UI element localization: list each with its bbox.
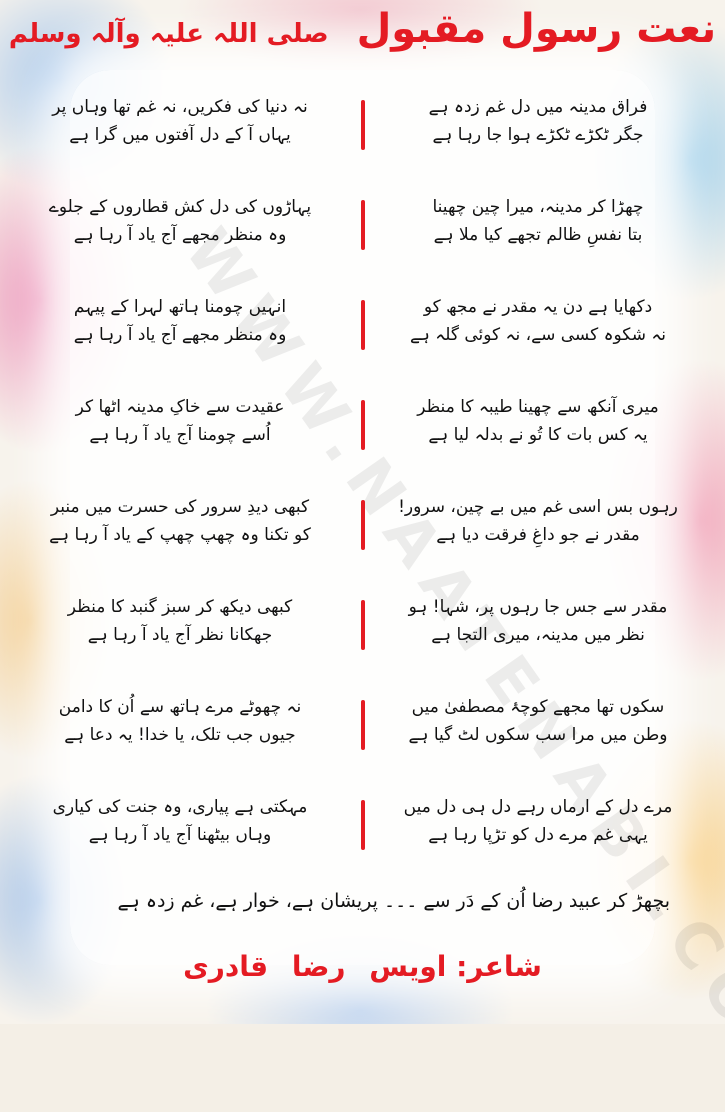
divider-segment <box>361 300 365 350</box>
divider-segment <box>361 200 365 250</box>
couplet-right-8 <box>388 793 688 849</box>
verse-line: جگر ٹکڑے ٹکڑے ہوا جا رہا ہے <box>432 125 644 145</box>
couplet-right-5 <box>388 493 688 549</box>
verse-line: مرے دل کے ارماں رہے دل ہی دل میں <box>403 797 673 817</box>
verse-line: سکوں تھا مجھے کوچۂ مصطفیٰ میں <box>411 697 665 717</box>
verse-line: نظر میں مدینہ، میری التجا ہے <box>431 625 645 645</box>
couplet-left-3 <box>30 293 330 349</box>
couplet-left-2 <box>30 193 330 249</box>
couplet-right-4 <box>388 393 688 449</box>
divider-segment <box>361 600 365 650</box>
closing-verse: بچھڑ کر عبید رضا اُن کے دَر سے ۔۔۔ پریشان ہے، خوار ہے، غم زدہ ہے <box>117 890 670 912</box>
verse-line: فراق مدینہ میں دل غم زدہ ہے <box>428 97 648 117</box>
poet-label: شاعر: <box>456 950 542 983</box>
verse-line: چھڑا کر مدینہ، میرا چین چھینا <box>432 197 644 217</box>
verse-line: کو تکنا وہ چھپ چھپ کے یاد آ رہا ہے <box>49 525 311 545</box>
divider-segment <box>361 500 365 550</box>
verse-line: یہاں آ کے دل آفتوں میں گرا ہے <box>69 125 291 145</box>
verse-line: پہاڑوں کی دل کش قطاروں کے جلوے <box>48 197 312 217</box>
honorific-calligraphy: صلی اللہ علیہ وآلہ وسلم <box>8 19 329 49</box>
verse-line: مہکتی ہے پیاری، وہ جنت کی کیاری <box>52 797 308 817</box>
verse-line: اُسے چومنا آج یاد آ رہا ہے <box>89 425 271 445</box>
verse-line: یہ کس بات کا تُو نے بدلہ لیا ہے <box>428 425 648 445</box>
verse-line: وہاں بیٹھنا آج یاد آ رہا ہے <box>88 825 272 845</box>
verse-line: مقدر سے جس جا رہوں پر، شہا! ہو <box>408 597 668 617</box>
divider-segment <box>361 700 365 750</box>
couplet-right-3 <box>388 293 688 349</box>
verse-line: جھکانا نظر آج یاد آ رہا ہے <box>87 625 273 645</box>
couplet-left-1 <box>30 93 330 149</box>
verse-line: بتا نفسِ ظالم تجھے کیا ملا ہے <box>433 225 643 245</box>
divider-segment <box>361 400 365 450</box>
verse-line: وطن میں مرا سب سکوں لٹ گیا ہے <box>408 725 668 745</box>
poet-credit <box>0 950 725 983</box>
verse-line: نہ شکوہ کسی سے، نہ کوئی گلہ ہے <box>409 325 667 345</box>
couplet-right-6 <box>388 593 688 649</box>
verse-line: رہوں بس اسی غم میں بے چین، سرور! <box>398 497 678 517</box>
couplet-left-8 <box>30 793 330 849</box>
verse-line: وہ منظر مجھے آج یاد آ رہا ہے <box>73 225 287 245</box>
couplet-left-5 <box>30 493 330 549</box>
verse-line: دکھایا ہے دن یہ مقدر نے مجھ کو <box>423 297 653 317</box>
couplet-left-4 <box>30 393 330 449</box>
couplet-right-2 <box>388 193 688 249</box>
verse-line: کبھی دیدِ سرور کی حسرت میں منبر <box>50 497 310 517</box>
divider-segment <box>361 100 365 150</box>
verse-line: انہیں چومنا ہاتھ لہرا کے پیہم <box>73 297 287 317</box>
couplet-right-7 <box>388 693 688 749</box>
verse-line: میری آنکھ سے چھینا طیبہ کا منظر <box>417 397 659 417</box>
couplet-right-1 <box>388 93 688 149</box>
verse-line: مقدر نے جو داغِ فرقت دیا ہے <box>436 525 640 545</box>
verse-line: نہ دنیا کی فکریں، نہ غم تھا وہاں پر <box>52 97 308 117</box>
verse-line: نہ چھوٹے مرے ہاتھ سے اُن کا دامن <box>58 697 302 717</box>
title-text: نعت رسول مقبول <box>356 6 717 52</box>
divider-segment <box>361 800 365 850</box>
verse-line: یہی غم مرے دل کو تڑپا رہا ہے <box>428 825 648 845</box>
couplet-left-7 <box>30 693 330 749</box>
page-title <box>0 6 725 52</box>
verse-line: جیوں جب تلک، یا خدا! یہ دعا ہے <box>64 725 296 745</box>
verse-line: وہ منظر مجھے آج یاد آ رہا ہے <box>73 325 287 345</box>
verse-line: عقیدت سے خاکِ مدینہ اٹھا کر <box>75 397 285 417</box>
verse-line: کبھی دیکھ کر سبز گنبد کا منظر <box>67 597 293 617</box>
poet-name: اویس رضا قادری <box>183 950 447 983</box>
couplet-left-6 <box>30 593 330 649</box>
